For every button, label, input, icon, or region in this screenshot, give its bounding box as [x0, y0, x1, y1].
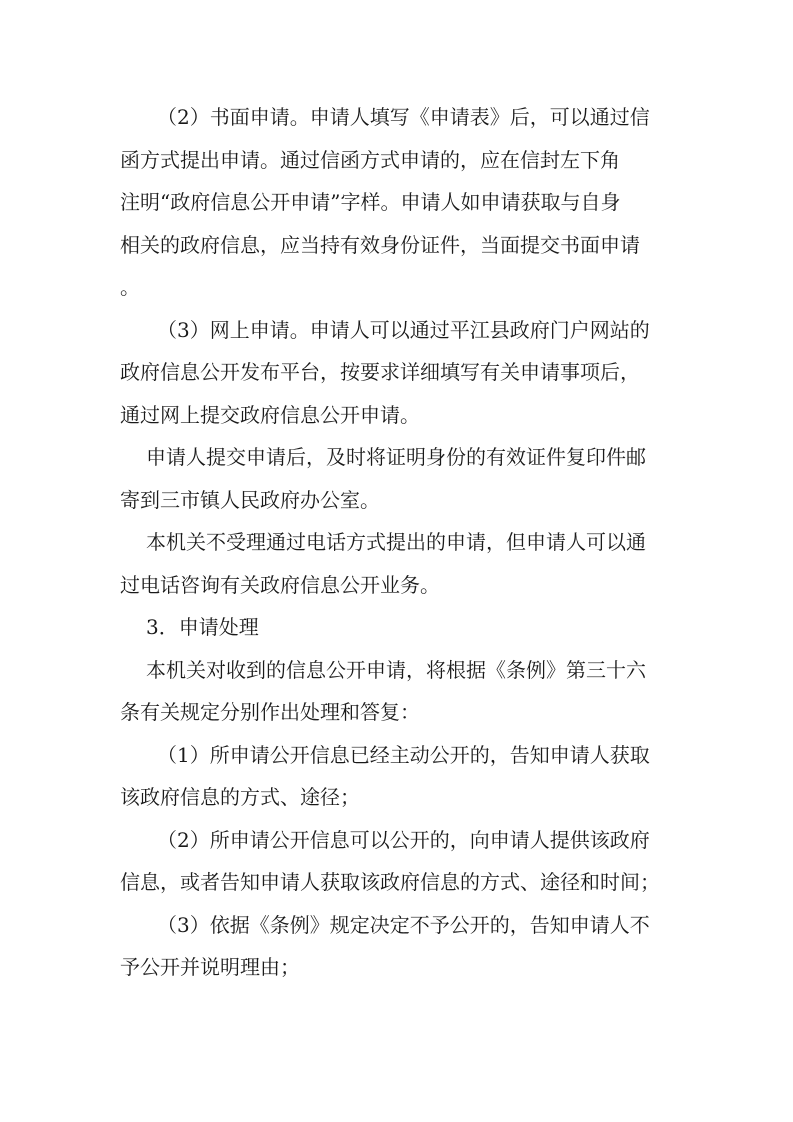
text-line: 信息，或者告知申请人获取该政府信息的方式、途径和时间；	[120, 870, 660, 894]
text-line: （2）书面申请。申请人填写《申请表》后，可以通过信	[157, 105, 650, 129]
text-line: （3）网上申请。申请人可以通过平江县政府门户网站的	[157, 318, 650, 342]
text-line: 注明“政府信息公开申请”字样。申请人如申请获取与自身	[120, 190, 621, 214]
text-line: 申请人提交申请后，及时将证明身份的有效证件复印件邮	[146, 445, 646, 469]
text-line: 通过网上提交政府信息公开申请。	[120, 403, 420, 427]
text-line: 本机关不受理通过电话方式提出的申请，但申请人可以通	[146, 530, 646, 554]
text-line: 政府信息公开发布平台，按要求详细填写有关申请事项后，	[120, 360, 640, 384]
section-heading: 3．申请处理	[146, 615, 259, 639]
text-line: 。	[120, 275, 140, 299]
text-line: 函方式提出申请。通过信函方式申请的，应在信封左下角	[120, 148, 620, 172]
text-line: 条有关规定分别作出处理和答复：	[120, 700, 420, 724]
text-line: （2）所申请公开信息可以公开的，向申请人提供该政府	[157, 828, 650, 852]
text-line: 相关的政府信息，应当持有效身份证件，当面提交书面申请	[120, 233, 640, 257]
text-line: （3）依据《条例》规定决定不予公开的，告知申请人不	[157, 913, 650, 937]
text-line: 寄到三市镇人民政府办公室。	[120, 488, 380, 512]
text-line: 本机关对收到的信息公开申请，将根据《条例》第三十六	[146, 658, 646, 682]
text-line: 过电话咨询有关政府信息公开业务。	[120, 573, 440, 597]
text-line: 该政府信息的方式、途径；	[120, 785, 360, 809]
text-line: 予公开并说明理由；	[120, 955, 300, 979]
text-line: （1）所申请公开信息已经主动公开的，告知申请人获取	[157, 743, 650, 767]
